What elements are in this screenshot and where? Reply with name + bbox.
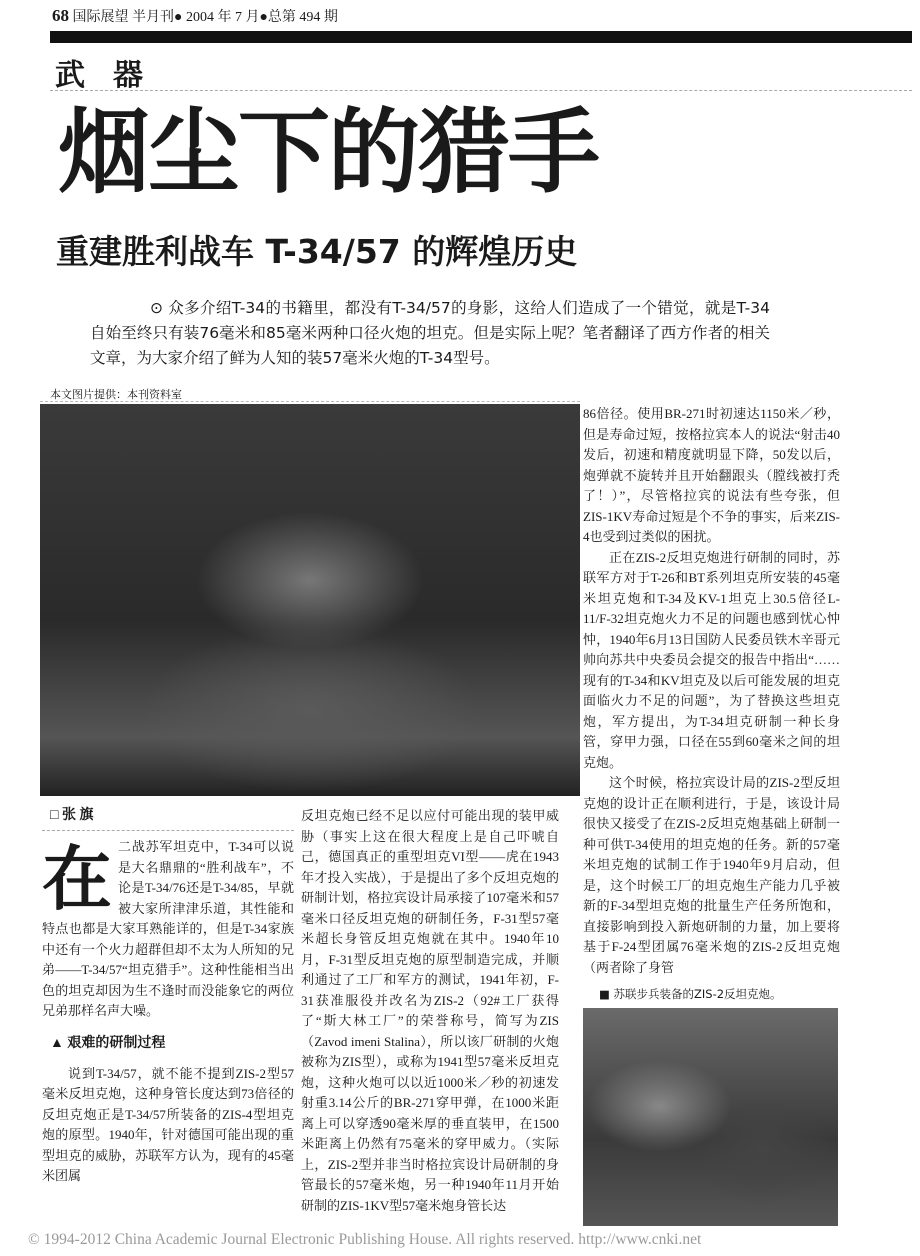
middle-column	[301, 806, 559, 1216]
article-intro	[90, 296, 770, 371]
section-label: 武器	[55, 59, 171, 92]
magazine-name: 国际展望	[72, 10, 129, 25]
photo-credit: 本文图片提供：本刊资料室	[50, 388, 182, 401]
issue-info: 半月刊● 2004 年 7 月●总第 494 期	[132, 10, 338, 25]
anti-tank-gun-photo	[583, 1008, 838, 1226]
header-bar	[50, 31, 912, 43]
intro-text: 众多介绍T-34的书籍里，都没有T-34/57的身影，这给人们造成了一个错觉，就是T-34自始至终只有装76毫米和85毫米两种口径火炮的坦克。但是实际上呢？笔者翻译了西方作者的相关文章，为大家介绍了鲜为人知的装57毫米火炮的T-34型号。	[90, 299, 770, 367]
section-heading: ▲ 艰难的研制过程	[50, 1035, 166, 1051]
right-column	[583, 404, 840, 1226]
intro-bullet-icon: ⊙	[150, 299, 163, 317]
author-byline: □ 张 旗	[50, 808, 94, 823]
photo-caption: ■ 苏联步兵装备的ZIS-2反坦克炮。	[599, 987, 782, 1001]
paragraph: 86倍径。使用BR-271时初速达1150米／秒，但是寿命过短，按格拉宾本人的说法“射击40发后，初速和精度就明显下降，50发以后，炮弹就不旋转并且开始翻跟头（膛线被打秃了！）”，尽管格拉宾的说法有些夸张，但ZIS-1KV寿命过短是个不争的事实，后来ZIS-4也受到过类似的困扰。	[583, 406, 840, 544]
running-header	[52, 6, 338, 26]
divider	[50, 90, 912, 91]
paragraph: 这个时候，格拉宾设计局的ZIS-2型反坦克炮的设计正在顺利进行，于是，该设计局很快又接受了在ZIS-2反坦克炮基础上研制一种可供T-34使用的坦克炮的任务。新的57毫米坦克炮的试制工作于1940年9月启动，但是，这个时候工厂的坦克炮生产能力几乎被新的F-34型坦克炮的批量生产任务所饱和，直接影响到投入新炮研制的力量，加上要将基于F-24型团属76毫米炮的ZIS-2反坦克炮（两者除了身管	[583, 775, 840, 975]
divider	[42, 830, 294, 831]
paragraph: 正在ZIS-2反坦克炮进行研制的同时，苏联军方对于T-26和BT系列坦克所安装的45毫米坦克炮和T-34及KV-1坦克上30.5倍径L-11/F-32坦克炮火力不足的问题也感到忧心忡忡，1940年6月13日国防人民委员铁木辛哥元帅向苏共中央委员会提交的报告中指出“……现有的T-34和KV坦克及以后可能发展的坦克面临火力不足的问题”，为了替换这些坦克炮，军方提出，为T-34坦克研制一种长身管，穿甲力强，口径在55到60毫米之间的坦克炮。	[583, 549, 840, 770]
article-subtitle: 重建胜利战车 T-34/57 的辉煌历史	[56, 232, 578, 271]
right-column-text	[583, 404, 840, 978]
left-column	[42, 806, 294, 1226]
divider	[40, 401, 580, 402]
lead-paragraph: 二战苏军坦克中，T-34可以说是大名鼎鼎的“胜利战车”，不论是T-34/76还是T-34/85，早就被大家所津津乐道，其性能和特点也都是大家耳熟能详的，但是T-34家族中还有一个火力超群但却不太为人所知的兄弟——T-34/57“坦克猎手”。这种性能相当出色的坦克却因为生不逢时而没能象它的两位兄弟那样名声大噪。	[42, 839, 294, 1018]
page-number: 68	[52, 6, 69, 25]
tank-photo	[40, 404, 580, 796]
article-title: 烟尘下的猎手	[58, 99, 599, 206]
copyright-footer: © 1994-2012 China Academic Journal Electronic Publishing House. All rights reserved. http://www.cnki.net	[28, 1231, 702, 1248]
paragraph: 反坦克炮已经不足以应付可能出现的装甲威胁（事实上这在很大程度上是自己吓唬自己，德国真正的重型坦克VI型——虎在1943年才投入实战），于是提出了多个反坦克炮的研制计划，格拉宾设计局承接了107毫米和57毫米口径反坦克炮的研制任务，F-31型57毫米超长身管反坦克炮就在其中。1940年10月，F-31型反坦克炮的原型制造完成，并顺利通过了工厂和军方的测试，1941年初，F-31获准服役并改名为ZIS-2（92#工厂获得了“斯大林工厂”的荣誉称号，简写为ZIS（Zavod imeni Stalina），所以该厂研制的火炮被称为ZIS型），或称为1941型57毫米反坦克炮，这种火炮可以以近1000米／秒的初速发射重3.14公斤的BR-271穿甲弹，在1000米距离上可以穿透90毫米厚的垂直装甲，在1500米距离上仍然有75毫米的穿甲威力。（实际上，ZIS-2型并非当时格拉宾设计局研制的身管最长的57毫米炮，另一种1940年11月开始研制的ZIS-1KV型57毫米炮身管长达	[301, 808, 559, 1213]
paragraph: 说到T-34/57，就不能不提到ZIS-2型57毫米反坦克炮，这种身管长度达到73倍径的反坦克炮正是T-34/57所装备的ZIS-4型坦克炮的原型。1940年，针对德国可能出现的重型坦克的威胁，苏联军方认为，现有的45毫米团属	[42, 1065, 294, 1183]
drop-cap: 在	[42, 838, 112, 920]
